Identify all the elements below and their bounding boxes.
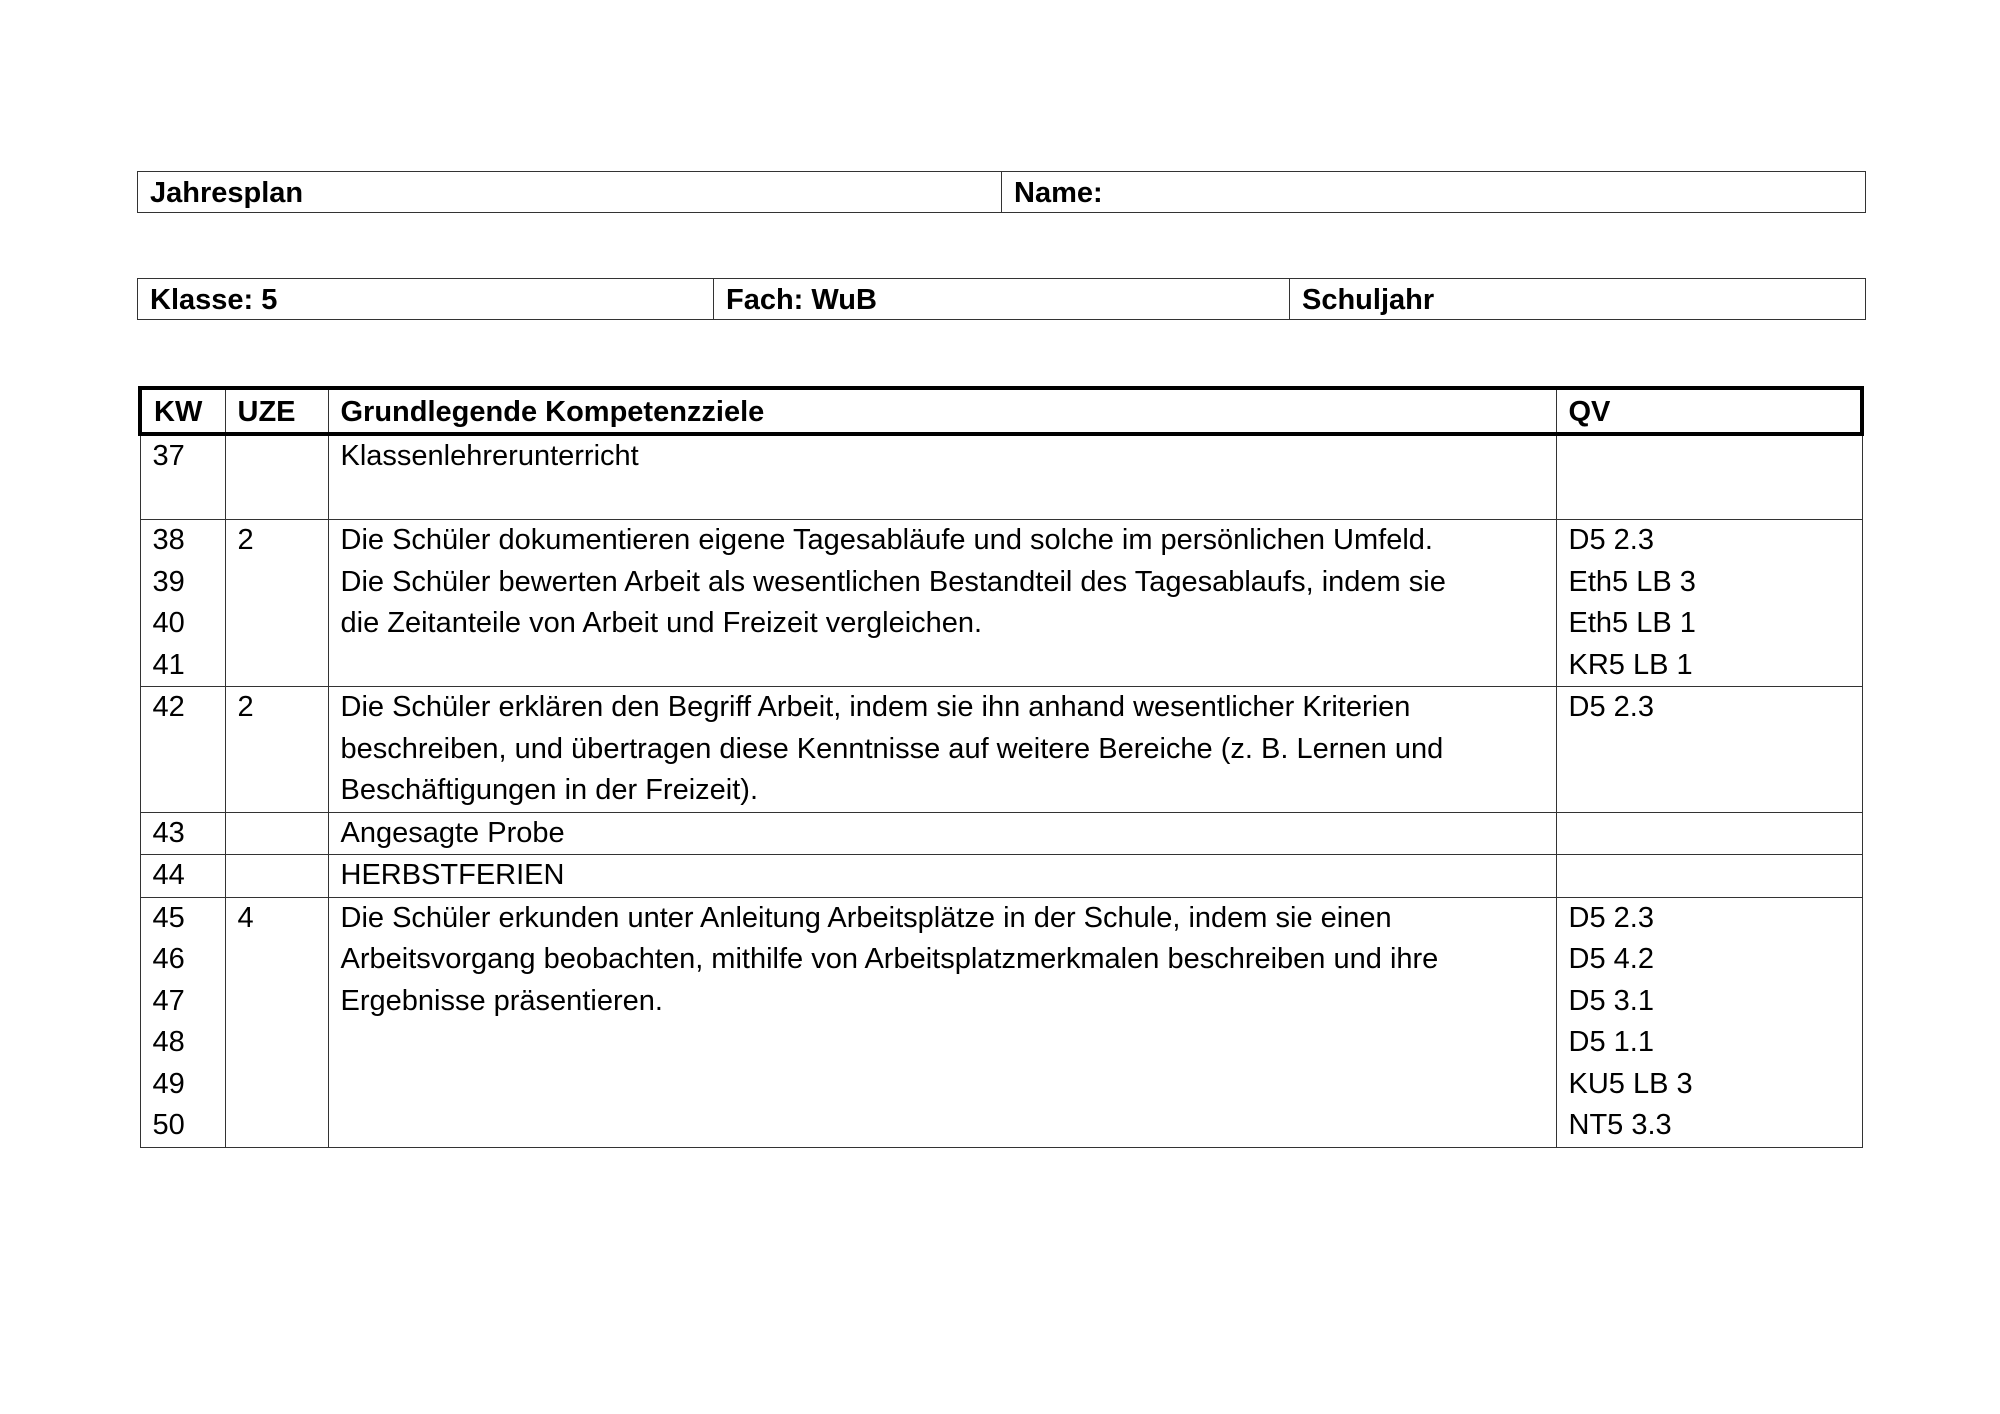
ziele-line: Die Schüler bewerten Arbeit als wesentlichen Bestandteil des Tagesablaufs, indem sie — [340, 565, 1446, 598]
ziele-line: die Zeitanteile von Arbeit und Freizeit vergleichen. — [340, 607, 983, 639]
ziele-cell — [328, 687, 1556, 813]
plan-header-row — [140, 388, 1862, 434]
qv-value: D5 4.2 — [1568, 943, 1654, 975]
document-title: Jahresplan — [138, 172, 1002, 213]
class-info-table — [137, 278, 1866, 320]
column-header-ziele: Grundlegende Kompetenzziele — [328, 388, 1556, 434]
kw-value: 44 — [152, 859, 185, 891]
uze-cell: 2 — [225, 520, 328, 687]
ziele-line: Die Schüler erklären den Begriff Arbeit, indem sie ihn anhand wesentlicher Kriterien — [340, 691, 1411, 723]
fach-label: Fach: WuB — [714, 279, 1290, 320]
kw-value: 41 — [152, 648, 185, 681]
qv-value: D5 2.3 — [1568, 524, 1654, 556]
ziele-line: Ergebnisse präsentieren. — [340, 984, 663, 1017]
ziele-cell — [328, 855, 1556, 898]
table-row — [140, 897, 1862, 1147]
kw-value: 48 — [152, 1026, 185, 1058]
ziele-line: Die Schüler erkunden unter Anleitung Arbeitsplätze in der Schule, indem sie einen — [340, 901, 1392, 934]
kw-cell — [140, 897, 225, 1147]
uze-cell — [225, 855, 328, 898]
column-header-qv: QV — [1556, 388, 1862, 434]
kw-cell — [140, 855, 225, 898]
qv-value: D5 2.3 — [1568, 901, 1654, 934]
kw-cell — [140, 687, 225, 813]
kw-value: 47 — [152, 984, 185, 1017]
kw-value: 50 — [152, 1109, 185, 1141]
table-row — [140, 520, 1862, 687]
table-row — [140, 855, 1862, 898]
ziele-cell — [328, 897, 1556, 1147]
ziele-line: Beschäftigungen in der Freizeit). — [340, 774, 758, 806]
ziele-line: Arbeitsvorgang beobachten, mithilfe von Arbeitsplatzmerkmalen beschreiben und ihre — [340, 943, 1439, 975]
qv-value: KU5 LB 3 — [1568, 1067, 1693, 1100]
column-header-uze: UZE — [225, 388, 328, 434]
ziele-line: Angesagte Probe — [340, 816, 565, 849]
qv-cell — [1556, 897, 1862, 1147]
kw-value: 39 — [152, 565, 185, 598]
qv-value: D5 2.3 — [1568, 691, 1654, 723]
uze-cell — [225, 434, 328, 520]
klasse-label: Klasse: 5 — [138, 279, 714, 320]
uze-cell: 2 — [225, 687, 328, 813]
kw-value: 37 — [152, 440, 185, 472]
qv-cell — [1556, 520, 1862, 687]
qv-value: NT5 3.3 — [1568, 1109, 1672, 1141]
uze-cell: 4 — [225, 897, 328, 1147]
kw-value: 45 — [152, 901, 185, 934]
qv-value: D5 3.1 — [1568, 984, 1654, 1017]
ziele-line: Klassenlehrerunterricht — [340, 440, 639, 472]
kw-value: 49 — [152, 1067, 185, 1100]
schuljahr-label: Schuljahr — [1290, 279, 1866, 320]
kw-value: 43 — [152, 816, 185, 849]
qv-value: KR5 LB 1 — [1568, 648, 1693, 681]
qv-cell — [1556, 434, 1862, 520]
qv-value: D5 1.1 — [1568, 1026, 1654, 1058]
ziele-cell — [328, 812, 1556, 855]
qv-cell — [1556, 855, 1862, 898]
kw-value: 40 — [152, 607, 185, 639]
ziele-cell — [328, 434, 1556, 520]
header-row — [138, 172, 1866, 213]
plan-table — [138, 386, 1864, 1148]
ziele-line: HERBSTFERIEN — [340, 859, 565, 891]
ziele-cell — [328, 520, 1556, 687]
kw-value: 46 — [152, 943, 185, 975]
table-row — [140, 687, 1862, 813]
ziele-line: Die Schüler dokumentieren eigene Tagesabläufe und solche im persönlichen Umfeld. — [340, 524, 1433, 556]
column-header-kw: KW — [140, 388, 225, 434]
kw-value: 38 — [152, 524, 185, 556]
uze-cell — [225, 812, 328, 855]
qv-cell — [1556, 812, 1862, 855]
qv-value: Eth5 LB 3 — [1568, 565, 1696, 598]
ziele-line: beschreiben, und übertragen diese Kenntnisse auf weitere Bereiche (z. B. Lernen und — [340, 732, 1444, 765]
kw-value: 42 — [152, 691, 185, 723]
qv-cell — [1556, 687, 1862, 813]
table-row — [140, 812, 1862, 855]
class-info-row — [138, 279, 1866, 320]
name-field-label: Name: — [1002, 172, 1866, 213]
header-table — [137, 171, 1866, 213]
kw-cell — [140, 812, 225, 855]
kw-cell — [140, 520, 225, 687]
kw-cell — [140, 434, 225, 520]
qv-value: Eth5 LB 1 — [1568, 607, 1696, 639]
table-row — [140, 434, 1862, 520]
